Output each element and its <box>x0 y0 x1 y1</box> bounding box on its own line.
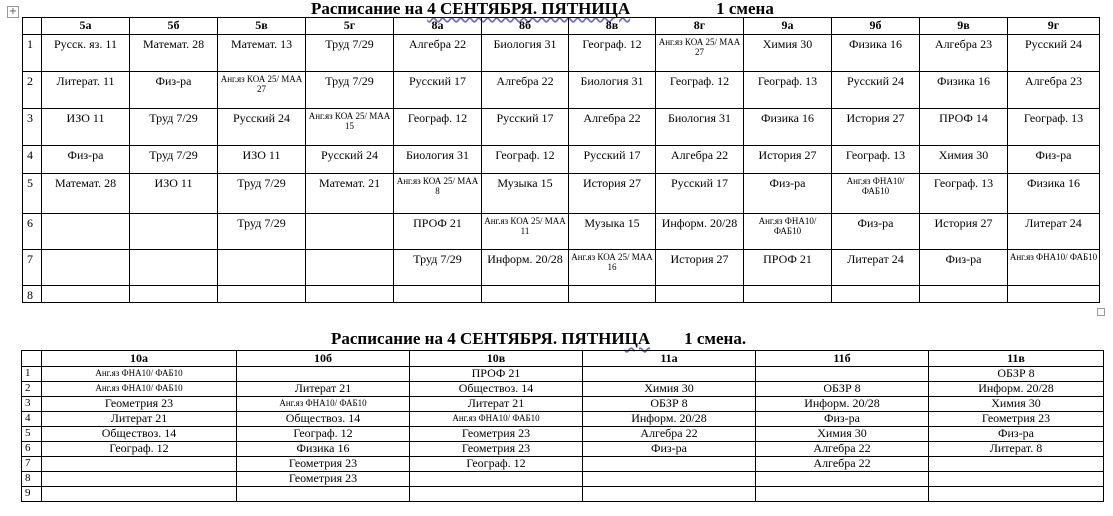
class-header: 11а <box>583 351 756 367</box>
lesson-cell <box>394 286 482 303</box>
lesson-number: 3 <box>22 397 42 412</box>
lesson-cell: Географ. 13 <box>832 146 920 174</box>
lesson-cell: Геометрия 23 <box>410 427 583 442</box>
title-prefix: Расписание на <box>311 0 428 18</box>
title-date: 4 СЕНТЯБРЯ. ПЯТНИЦА <box>427 0 631 18</box>
schedule-table-1 <box>22 17 1100 303</box>
lesson-cell: Биология 31 <box>569 72 656 109</box>
lesson-cell: Информ. 20/28 <box>583 412 756 427</box>
table-row <box>22 382 1104 397</box>
lesson-cell: Геометрия 23 <box>42 397 237 412</box>
lesson-cell: Алгебра 23 <box>1008 72 1100 109</box>
lesson-cell: Географ. 13 <box>920 174 1008 214</box>
schedule-title-1 <box>311 0 774 18</box>
table-row <box>23 214 1100 250</box>
class-header: 8г <box>656 18 744 35</box>
lesson-cell: Химия 30 <box>756 427 929 442</box>
table-move-handle-icon[interactable]: + <box>8 6 18 17</box>
table-row <box>22 457 1104 472</box>
lesson-cell: Русский 17 <box>394 72 482 109</box>
lesson-number: 8 <box>22 472 42 487</box>
class-header: 10б <box>237 351 410 367</box>
lesson-cell: Физ-ра <box>42 146 130 174</box>
lesson-cell: Алгебра 22 <box>569 109 656 146</box>
lesson-cell: Русский 24 <box>1008 35 1100 72</box>
lesson-cell <box>130 214 218 250</box>
lesson-cell: Геометрия 23 <box>410 442 583 457</box>
header-corner <box>22 351 42 367</box>
lesson-cell: ПРОФ 21 <box>744 250 832 286</box>
lesson-cell: Русский 24 <box>832 72 920 109</box>
table-row <box>23 174 1100 214</box>
lesson-cell <box>42 286 130 303</box>
class-header: 11б <box>756 351 929 367</box>
lesson-cell: Труд 7/29 <box>306 72 394 109</box>
lesson-cell <box>583 457 756 472</box>
lesson-cell <box>1008 286 1100 303</box>
lesson-cell <box>756 367 929 382</box>
class-header: 5а <box>42 18 130 35</box>
title-date: ЦА <box>624 329 651 348</box>
lesson-cell: ПРОФ 21 <box>410 367 583 382</box>
lesson-cell: Обществоз. 14 <box>410 382 583 397</box>
lesson-cell: ОБЗР 8 <box>583 397 756 412</box>
lesson-cell: Физ-ра <box>756 412 929 427</box>
lesson-cell: Алгебра 22 <box>394 35 482 72</box>
lesson-cell: Биология 31 <box>394 146 482 174</box>
table-resize-handle[interactable] <box>1097 308 1105 316</box>
lesson-cell: Физ-ра <box>1008 146 1100 174</box>
lesson-cell: Анг.яз ФНА10/ ФАБ10 <box>832 174 920 214</box>
lesson-cell: Географ. 13 <box>1008 109 1100 146</box>
lesson-number: 8 <box>23 286 42 303</box>
lesson-number: 4 <box>23 146 42 174</box>
lesson-cell: Анг.яз ФНА10/ ФАБ10 <box>410 412 583 427</box>
lesson-cell: Литерат 21 <box>42 412 237 427</box>
lesson-cell: ИЗО 11 <box>42 109 130 146</box>
lesson-cell: ИЗО 11 <box>218 146 306 174</box>
lesson-number: 2 <box>23 72 42 109</box>
class-header: 8б <box>482 18 569 35</box>
header-corner <box>23 18 42 35</box>
lesson-cell: Химия 30 <box>583 382 756 397</box>
lesson-cell <box>237 487 410 502</box>
lesson-number: 7 <box>22 457 42 472</box>
lesson-cell: Геометрия 23 <box>929 412 1104 427</box>
lesson-cell <box>744 286 832 303</box>
lesson-cell: Музыка 15 <box>482 174 569 214</box>
lesson-cell: Анг.яз ФНА10/ ФАБ10 <box>42 367 237 382</box>
lesson-cell: Обществоз. 14 <box>42 427 237 442</box>
lesson-cell <box>237 367 410 382</box>
table-row <box>22 487 1104 502</box>
lesson-cell <box>218 286 306 303</box>
class-header: 10а <box>42 351 237 367</box>
lesson-cell: Географ. 12 <box>237 427 410 442</box>
lesson-cell: Музыка 15 <box>569 214 656 250</box>
lesson-cell: Алгебра 22 <box>583 427 756 442</box>
class-header: 5б <box>130 18 218 35</box>
lesson-cell: Физ-ра <box>929 427 1104 442</box>
lesson-number: 6 <box>23 214 42 250</box>
lesson-cell: Математ. 13 <box>218 35 306 72</box>
lesson-cell: История 27 <box>656 250 744 286</box>
lesson-cell: Физ-ра <box>744 174 832 214</box>
lesson-cell: Труд 7/29 <box>218 214 306 250</box>
lesson-cell <box>656 286 744 303</box>
lesson-number: 1 <box>23 35 42 72</box>
class-header: 5в <box>218 18 306 35</box>
lesson-cell: Труд 7/29 <box>218 174 306 214</box>
table-row <box>23 109 1100 146</box>
lesson-number: 9 <box>22 487 42 502</box>
lesson-cell: Анг.яз ФНА10/ ФАБ10 <box>744 214 832 250</box>
lesson-cell: Географ. 12 <box>656 72 744 109</box>
table-row <box>22 427 1104 442</box>
lesson-cell: Анг.яз КОА 25/ МАА 8 <box>394 174 482 214</box>
lesson-cell: Биология 31 <box>482 35 569 72</box>
lesson-cell <box>42 457 237 472</box>
lesson-cell: Литерат 24 <box>1008 214 1100 250</box>
lesson-cell: История 27 <box>744 146 832 174</box>
class-header: 9б <box>832 18 920 35</box>
lesson-cell <box>410 487 583 502</box>
lesson-cell <box>583 487 756 502</box>
lesson-cell: Анг.яз КОА 25/ МАА 27 <box>656 35 744 72</box>
lesson-cell: Химия 30 <box>929 397 1104 412</box>
class-header: 9в <box>920 18 1008 35</box>
lesson-cell: Географ. 12 <box>410 457 583 472</box>
lesson-cell: Анг.яз КОА 25/ МАА 15 <box>306 109 394 146</box>
lesson-cell: Информ. 20/28 <box>656 214 744 250</box>
lesson-cell: Алгебра 23 <box>920 35 1008 72</box>
lesson-cell: Физ-ра <box>832 214 920 250</box>
lesson-cell: Литерат. 8 <box>929 442 1104 457</box>
lesson-cell <box>569 286 656 303</box>
table-row <box>22 442 1104 457</box>
lesson-cell: Анг.яз ФНА10/ ФАБ10 <box>42 382 237 397</box>
lesson-cell: История 27 <box>920 214 1008 250</box>
lesson-cell: Анг.яз КОА 25/ МАА 16 <box>569 250 656 286</box>
lesson-cell: Литерат 21 <box>410 397 583 412</box>
lesson-cell <box>130 250 218 286</box>
table-row <box>23 35 1100 72</box>
lesson-cell <box>410 472 583 487</box>
lesson-cell: Труд 7/29 <box>394 250 482 286</box>
lesson-cell: Русский 24 <box>306 146 394 174</box>
lesson-cell: Математ. 28 <box>42 174 130 214</box>
lesson-cell <box>306 286 394 303</box>
lesson-cell: Труд 7/29 <box>130 109 218 146</box>
lesson-number: 2 <box>22 382 42 397</box>
lesson-cell <box>482 286 569 303</box>
lesson-cell: Географ. 12 <box>569 35 656 72</box>
lesson-cell: Литерат 21 <box>237 382 410 397</box>
lesson-cell <box>218 250 306 286</box>
schedule-table-2 <box>21 350 1104 502</box>
table-row <box>22 472 1104 487</box>
lesson-cell: Алгебра 22 <box>482 72 569 109</box>
title-shift: 1 смена <box>716 0 774 18</box>
table-row <box>23 146 1100 174</box>
lesson-cell: Русский 17 <box>569 146 656 174</box>
lesson-cell <box>920 286 1008 303</box>
class-header: 5г <box>306 18 394 35</box>
lesson-number: 7 <box>23 250 42 286</box>
lesson-cell: Физика 16 <box>920 72 1008 109</box>
lesson-number: 5 <box>22 427 42 442</box>
lesson-cell: Анг.яз ФНА10/ ФАБ10 <box>1008 250 1100 286</box>
lesson-number: 4 <box>22 412 42 427</box>
lesson-cell: Математ. 28 <box>130 35 218 72</box>
lesson-cell: Информ. 20/28 <box>482 250 569 286</box>
lesson-cell <box>756 487 929 502</box>
lesson-cell: Математ. 21 <box>306 174 394 214</box>
lesson-cell: История 27 <box>832 109 920 146</box>
lesson-cell: Труд 7/29 <box>130 146 218 174</box>
table-row <box>23 250 1100 286</box>
lesson-cell <box>929 457 1104 472</box>
lesson-cell: Физика 16 <box>832 35 920 72</box>
lesson-cell <box>306 250 394 286</box>
lesson-cell: Биология 31 <box>656 109 744 146</box>
lesson-cell: Анг.яз ФНА10/ ФАБ10 <box>237 397 410 412</box>
lesson-cell: Информ. 20/28 <box>756 397 929 412</box>
lesson-cell: Географ. 12 <box>394 109 482 146</box>
class-header: 10в <box>410 351 583 367</box>
lesson-cell <box>306 214 394 250</box>
title-prefix: Расписание на 4 СЕНТЯБРЯ. ПЯТНИ <box>331 329 625 348</box>
lesson-cell: Литерат 24 <box>832 250 920 286</box>
lesson-cell: ИЗО 11 <box>130 174 218 214</box>
lesson-cell: Химия 30 <box>920 146 1008 174</box>
lesson-cell: Физика 16 <box>744 109 832 146</box>
lesson-cell: Русский 17 <box>482 109 569 146</box>
class-header: 9а <box>744 18 832 35</box>
lesson-cell <box>929 487 1104 502</box>
class-header: 9г <box>1008 18 1100 35</box>
lesson-cell: ОБЗР 8 <box>756 382 929 397</box>
lesson-cell: Анг.яз КОА 25/ МАА 11 <box>482 214 569 250</box>
lesson-cell: Физ-ра <box>583 442 756 457</box>
lesson-cell: Физика 16 <box>1008 174 1100 214</box>
lesson-number: 6 <box>22 442 42 457</box>
lesson-cell: ПРОФ 21 <box>394 214 482 250</box>
lesson-cell: Обществоз. 14 <box>237 412 410 427</box>
table-row <box>22 397 1104 412</box>
lesson-cell <box>42 472 237 487</box>
lesson-cell: Химия 30 <box>744 35 832 72</box>
class-header: 11в <box>929 351 1104 367</box>
lesson-cell: Физика 16 <box>237 442 410 457</box>
lesson-number: 5 <box>23 174 42 214</box>
lesson-cell: Алгебра 22 <box>756 442 929 457</box>
lesson-cell: Алгебра 22 <box>656 146 744 174</box>
lesson-cell <box>756 472 929 487</box>
lesson-number: 1 <box>22 367 42 382</box>
table-row <box>23 72 1100 109</box>
lesson-cell: Физ-ра <box>130 72 218 109</box>
lesson-cell: Географ. 13 <box>744 72 832 109</box>
lesson-cell: Русск. яз. 11 <box>42 35 130 72</box>
class-header: 8в <box>569 18 656 35</box>
lesson-cell: История 27 <box>569 174 656 214</box>
title-shift: 1 смена. <box>684 329 747 348</box>
lesson-cell <box>929 472 1104 487</box>
lesson-cell <box>42 214 130 250</box>
lesson-cell: Информ. 20/28 <box>929 382 1104 397</box>
lesson-cell: Геометрия 23 <box>237 472 410 487</box>
lesson-cell <box>42 487 237 502</box>
lesson-cell: Русский 17 <box>656 174 744 214</box>
lesson-cell: ОБЗР 8 <box>929 367 1104 382</box>
table-row <box>22 412 1104 427</box>
lesson-cell: Русский 24 <box>218 109 306 146</box>
table-row <box>23 286 1100 303</box>
lesson-cell: Анг.яз КОА 25/ МАА 27 <box>218 72 306 109</box>
lesson-cell: Географ. 12 <box>482 146 569 174</box>
lesson-cell: Геометрия 23 <box>237 457 410 472</box>
lesson-cell: ПРОФ 14 <box>920 109 1008 146</box>
lesson-cell: Труд 7/29 <box>306 35 394 72</box>
table-row <box>22 367 1104 382</box>
lesson-cell <box>130 286 218 303</box>
lesson-cell: Физ-ра <box>920 250 1008 286</box>
lesson-cell <box>42 250 130 286</box>
lesson-cell <box>583 367 756 382</box>
lesson-number: 3 <box>23 109 42 146</box>
lesson-cell <box>583 472 756 487</box>
lesson-cell: Алгебра 22 <box>756 457 929 472</box>
schedule-title-2 <box>331 330 746 348</box>
lesson-cell: Литерат. 11 <box>42 72 130 109</box>
lesson-cell <box>832 286 920 303</box>
lesson-cell: Географ. 12 <box>42 442 237 457</box>
class-header: 8а <box>394 18 482 35</box>
